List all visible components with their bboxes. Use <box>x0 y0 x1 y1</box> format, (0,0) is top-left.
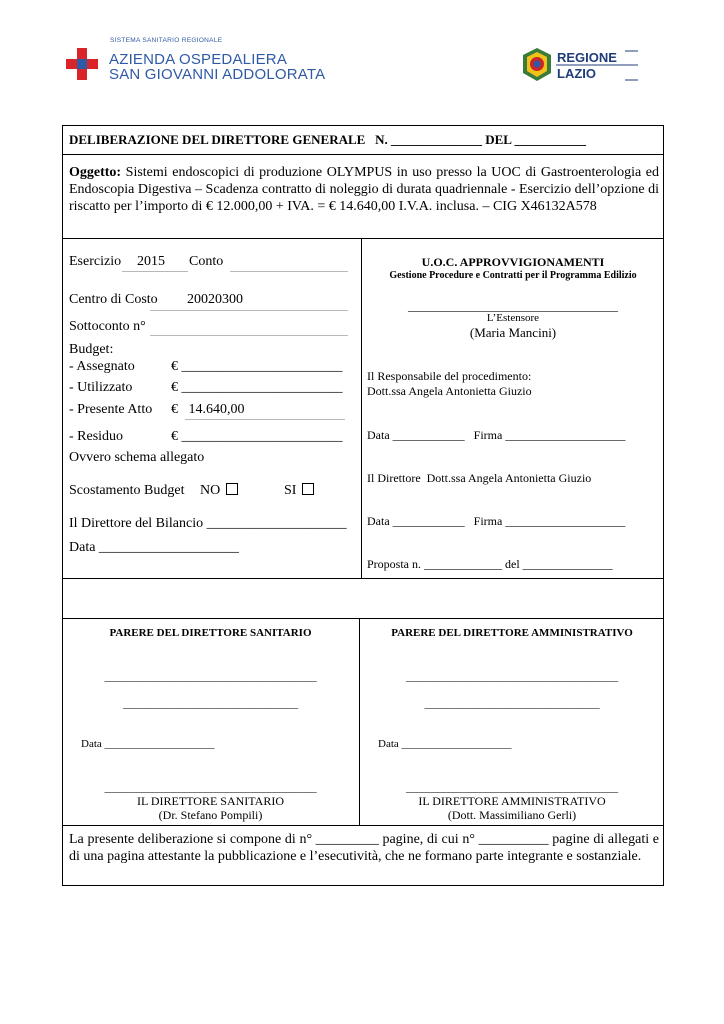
direttore-amministrativo-role: IL DIRETTORE AMMINISTRATIVO <box>418 794 606 808</box>
assegnato-label: - Assegnato <box>69 359 135 374</box>
utilizzato-label: - Utilizzato <box>69 380 133 395</box>
divider-empty-row <box>62 618 664 619</box>
hospital-cross-logo <box>66 48 98 80</box>
system-label: SISTEMA SANITARIO REGIONALE <box>110 37 223 44</box>
divider-panels <box>361 238 362 578</box>
parere-amministrativo-data: Data ____________________ <box>378 738 512 750</box>
divider-pareri-bottom <box>62 825 664 826</box>
parere-sanitario-data: Data ____________________ <box>81 738 215 750</box>
scostamento-si-option[interactable] <box>284 482 314 499</box>
parere-amministrativo-sign-line: ________________________________________ <box>405 782 618 794</box>
parere-amministrativo-title: PARERE DEL DIRETTORE AMMINISTRATIVO <box>391 627 633 639</box>
estensore-name: (Maria Mancini) <box>469 325 557 340</box>
delibera-form <box>62 125 664 886</box>
esercizio-label: Esercizio <box>69 254 122 269</box>
data-firma-line-2: Data ____________ Firma ____________________ <box>367 514 626 528</box>
direttore-sanitario-role: IL DIRETTORE SANITARIO <box>136 794 285 808</box>
oggetto-text: Sistemi endoscopici di produzione OLYMPUS in uso presso la UOC di Gastroenterologia ed Endoscopia Digestiva – Scadenza contratto di noleggio di durata quadriennale - Esercizio dell’opzione di riscatto per l’importo di € 12.000,00 + IVA. = € 14.640,00 I.V.A. inclusa. – CIG X46132A578 <box>69 165 659 214</box>
centro-costo-label: Centro di Costo <box>69 292 158 307</box>
proposta-line: Proposta n. _____________ del _______________ <box>367 557 613 571</box>
budget-label: Budget: <box>69 342 114 357</box>
estensore-signature-line: ___________________________________ <box>408 299 618 313</box>
utilizzato-value: € _______________________ <box>171 380 343 395</box>
oggetto-label: Oggetto: <box>69 165 122 180</box>
assegnato-value: € _______________________ <box>171 359 343 374</box>
data-firma-line-1: Data ____________ Firma ____________________ <box>367 428 626 442</box>
residuo-label: - Residuo <box>69 429 124 444</box>
scostamento-label: Scostamento Budget <box>69 483 185 498</box>
divider-oggetto <box>62 238 664 239</box>
no-checkbox[interactable] <box>226 483 238 495</box>
bilancio-data-line: Data ____________________ <box>69 540 239 555</box>
composition-statement: La presente deliberazione si compone di n° _________ pagine, di cui n° __________ pagine di allegati e di una pagina attestante la pubblicazione e l’esecutività, che ne formano parte integrante e sostanziale. <box>69 832 659 864</box>
uoc-subtitle: Gestione Procedure e Contratti per il Programma Edilizio <box>389 270 637 281</box>
hospital-name-line1: AZIENDA OSPEDALIERA <box>109 51 288 68</box>
ovvero-schema: Ovvero schema allegato <box>69 450 205 465</box>
sottoconto-label: Sottoconto n° <box>69 319 146 334</box>
oggetto-paragraph <box>69 164 659 215</box>
region-name-line1: REGIONE <box>557 50 617 65</box>
presente-atto-label: - Presente Atto <box>69 402 153 417</box>
direttore-amministrativo-name: (Dott. Massimiliano Gerli) <box>447 808 577 822</box>
delibera-title: DELIBERAZIONE DEL DIRETTORE GENERALE N. ______________ DEL ___________ <box>69 132 586 147</box>
no-label: NO <box>200 483 221 498</box>
si-checkbox[interactable] <box>302 483 314 495</box>
divider-panels-bottom <box>62 578 664 579</box>
scostamento-no-option[interactable] <box>200 482 238 499</box>
presente-atto-value: € 14.640,00 <box>171 402 245 417</box>
parere-amministrativo-line-2: _________________________________ <box>424 698 600 710</box>
region-name-line2: LAZIO <box>557 66 596 81</box>
direttore-sanitario-name: (Dr. Stefano Pompili) <box>158 808 263 822</box>
centro-costo-value: 20020300 <box>187 292 243 307</box>
responsabile-name: Dott.ssa Angela Antonietta Giuzio <box>367 384 532 398</box>
esercizio-value: 2015 <box>137 254 165 269</box>
parere-sanitario-title: PARERE DEL DIRETTORE SANITARIO <box>109 627 312 639</box>
residuo-value: € _______________________ <box>171 429 343 444</box>
parere-amministrativo-line-1: ________________________________________ <box>405 671 618 683</box>
direttore-uoc-line: Il Direttore Dott.ssa Angela Antonietta Giuzio <box>367 471 592 485</box>
responsabile-label: Il Responsabile del procedimento: <box>367 369 532 383</box>
divider-title <box>62 154 664 155</box>
uoc-title: U.O.C. APPROVVIGIONAMENTI <box>421 255 605 269</box>
parere-sanitario-line-2: _________________________________ <box>123 698 298 710</box>
parere-sanitario-line-1: ________________________________________ <box>104 671 317 683</box>
conto-label: Conto <box>189 254 224 269</box>
estensore-label: L’Estensore <box>486 312 540 324</box>
direttore-bilancio-line: Il Direttore del Bilancio ____________________ <box>69 516 347 531</box>
hospital-name-line2: SAN GIOVANNI ADDOLORATA <box>109 66 326 83</box>
si-label: SI <box>284 483 297 498</box>
parere-sanitario-sign-line: ________________________________________ <box>104 782 317 794</box>
